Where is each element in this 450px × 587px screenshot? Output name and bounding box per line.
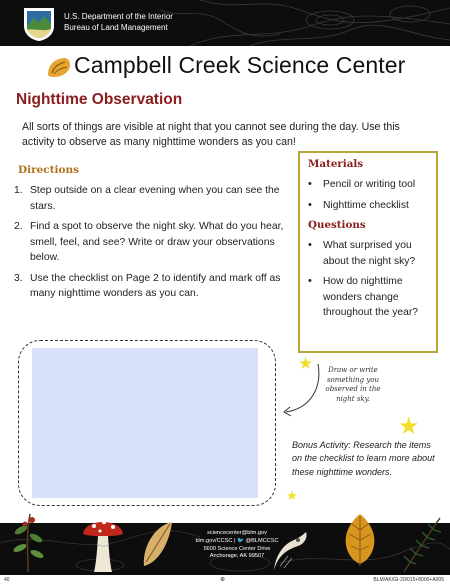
drawing-note: Draw or write something you observed in the night sky. [325, 366, 381, 403]
science-center-banner [0, 50, 450, 80]
footer-address-line2: Anchorage, AK 99507 [209, 553, 265, 560]
direction-item [14, 271, 289, 302]
agency-line-2: Bureau of Land Management [64, 23, 168, 32]
direction-item [14, 219, 289, 266]
directions-list [14, 183, 289, 307]
question-text: How do nighttime wonders change throughout the year? [323, 276, 419, 318]
page-marker-icon: ⊕ [220, 577, 226, 583]
questions-list [308, 238, 428, 321]
seed-pod-icon [138, 518, 178, 570]
materials-list [308, 177, 428, 213]
plant-sprig-icon [8, 510, 48, 574]
page-number: 40 [4, 577, 10, 583]
direction-text: Step outside on a clear evening when you can see the stars. [30, 185, 280, 212]
question-text: What surprised you about the night sky? [323, 240, 416, 267]
bird-skull-icon [268, 526, 312, 576]
bonus-activity: Bonus Activity: Research the items on the checklist to learn more about these nighttime wonders. [292, 440, 435, 477]
document-code: BLM/AK/GI-20/015+8000+A005 [373, 577, 444, 583]
star-icon: ★ [286, 488, 298, 503]
star-icon: ★ [298, 354, 314, 373]
bullet-icon: • [308, 178, 312, 190]
direction-number: 2. [14, 221, 23, 232]
mushroom-icon [80, 512, 126, 574]
footer-address-line1: 5600 Science Center Drive [203, 545, 271, 552]
agency-line-1: U.S. Department of the Interior [64, 12, 173, 21]
spruce-twig-icon [396, 512, 446, 574]
direction-number: 3. [14, 272, 23, 284]
agency-name [64, 11, 173, 33]
direction-item [14, 183, 289, 214]
page-title: Nighttime Observation [16, 91, 183, 108]
question-item [308, 274, 428, 321]
bullet-icon: • [308, 239, 312, 251]
bullet-icon: • [308, 198, 312, 211]
directions-heading: Directions [18, 164, 80, 176]
materials-item [308, 198, 428, 214]
direction-number: 1. [14, 185, 23, 196]
footer-banner [0, 523, 450, 575]
footer-email[interactable]: sciencecenter@blm.gov [207, 530, 267, 536]
intro-paragraph: All sorts of things are visible at night that you cannot see during the day. Use this activity to observe as many nighttime wonders as you can! [22, 121, 400, 148]
direction-text: Find a spot to observe the night sky. What do you hear, smell, feel, and see? Write or draw your observations below. [30, 221, 284, 263]
materials-questions-box [298, 151, 438, 353]
materials-item-text: Pencil or writing tool [323, 179, 416, 190]
materials-item-text: Nighttime checklist [323, 199, 409, 211]
questions-heading: Questions [308, 219, 366, 231]
autumn-leaf-icon [338, 512, 382, 568]
header-banner [0, 0, 450, 46]
drawing-area[interactable] [32, 348, 258, 498]
footer-web[interactable]: blm.gov/CCSC | 🐦 @BLMCCSC [195, 537, 279, 544]
star-icon: ★ [398, 413, 420, 440]
direction-text: Use the checklist on Page 2 to identify and mark off as many nighttime wonders as you can. [30, 272, 281, 299]
blm-logo-icon [22, 6, 56, 42]
science-center-title: Campbell Creek Science Center [74, 52, 406, 78]
bullet-icon: • [308, 275, 312, 287]
question-item [308, 238, 428, 269]
materials-item [308, 177, 428, 193]
science-center-logo-icon [46, 55, 72, 79]
materials-heading: Materials [308, 158, 364, 170]
